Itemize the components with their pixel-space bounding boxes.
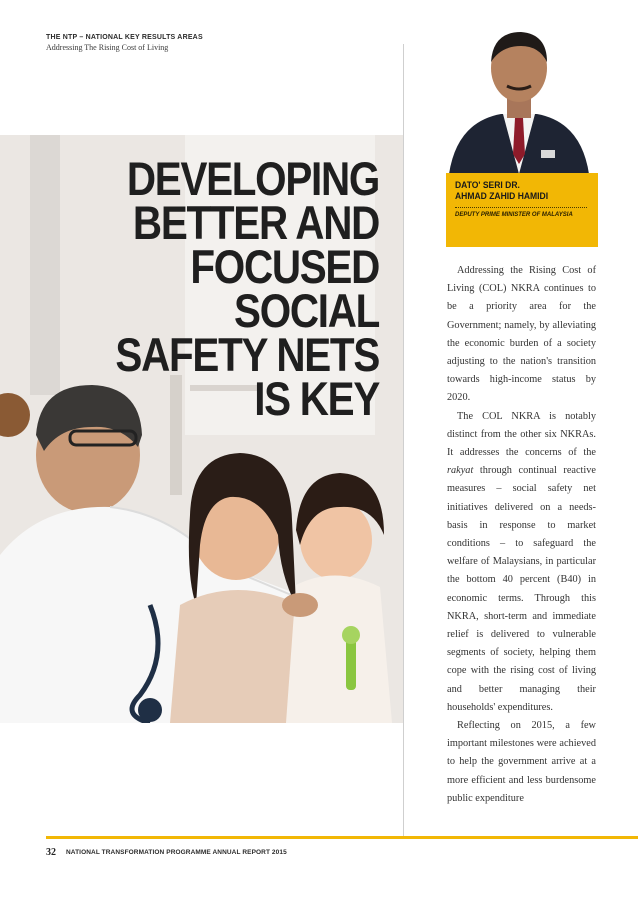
section-label: THE NTP – NATIONAL KEY RESULTS AREAS — [46, 34, 203, 41]
article-body — [447, 262, 596, 808]
portrait-illustration — [441, 22, 597, 174]
paragraph-2-emphasis: rakyat — [447, 465, 474, 477]
headline-line-1: DEVELOPING — [126, 152, 379, 205]
hero-photo — [0, 135, 403, 723]
headline — [53, 152, 379, 425]
profile-name-line-1: DATO' SERI DR. — [455, 180, 520, 191]
section-subtitle: Addressing The Rising Cost of Living — [46, 43, 169, 52]
headline-line-4: SAFETY NETS — [115, 328, 379, 381]
paragraph-1: Addressing the Rising Cost of Living (COL) NKRA continues to be a priority area for the Government; namely, by alleviating the economic burden of a society adjusting to the nation's transition towards high-income status by 2020. — [447, 265, 596, 404]
paragraph-2-start: The COL NKRA is notably distinct from the other six NKRAs. It addresses the concerns of the — [447, 410, 596, 459]
profile-role: DEPUTY PRIME MINISTER OF MALAYSIA — [455, 212, 573, 218]
portrait-photo — [441, 22, 597, 174]
column-divider — [403, 44, 404, 837]
caption-rule — [455, 207, 587, 208]
footer-rule — [46, 836, 638, 839]
footer-title: NATIONAL TRANSFORMATION PROGRAMME ANNUAL REPORT 2015 — [66, 849, 287, 856]
profile-caption — [446, 173, 598, 247]
page-number: 32 — [46, 847, 56, 858]
paragraph-3: Reflecting on 2015, a few important milestones were achieved to help the government arrive at a more efficient and less burdensome public expenditure — [447, 720, 596, 804]
headline-line-5: IS KEY — [254, 372, 379, 425]
paragraph-2-end: through continual reactive measures – social safety net initiatives delivered on a needs-basis in response to market conditions – to safeguard the welfare of Malaysians, in particular the bottom 40 percent (B40) in economic terms. Through this NKRA, short-term and immediate relief is delivered to vulnerable segments of society, helping them cope with the rising cost of living and better managing their households' expenditures. — [447, 465, 596, 713]
page-header — [46, 34, 203, 52]
profile-name-line-2: AHMAD ZAHID HAMIDI — [455, 191, 549, 202]
paragraph-2 — [447, 408, 596, 717]
headline-line-3: FOCUSED SOCIAL — [190, 240, 379, 337]
headline-line-2: BETTER AND — [132, 196, 379, 249]
